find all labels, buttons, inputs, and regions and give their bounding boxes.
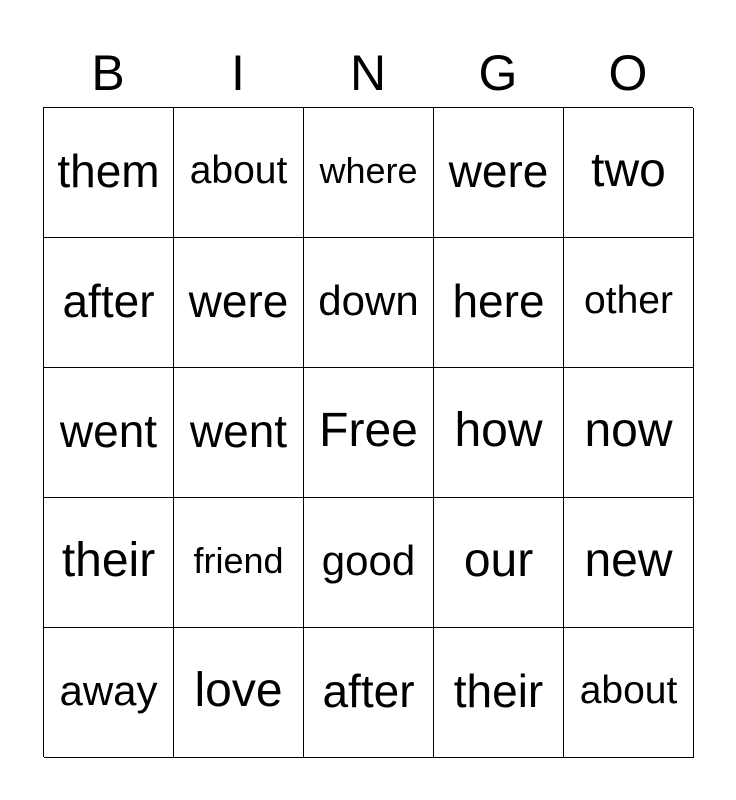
header-letter-b: B (91, 45, 125, 101)
header-letter-i: I (231, 45, 245, 101)
bingo-cell: now (564, 368, 694, 498)
bingo-cell: after (304, 628, 434, 758)
bingo-cell free-space: Free (304, 368, 434, 498)
bingo-cell: other (564, 238, 694, 368)
bingo-cell: love (174, 628, 304, 758)
bingo-cell: their (44, 498, 174, 628)
bingo-cell: down (304, 238, 434, 368)
bingo-cell: were (434, 108, 564, 238)
header-letter-n: N (349, 45, 387, 101)
bingo-cell: good (304, 498, 434, 628)
bingo-cell: their (434, 628, 564, 758)
bingo-cell: them (44, 108, 174, 238)
header-letter-g: G (478, 45, 518, 101)
bingo-cell: away (44, 628, 174, 758)
bingo-cell: went (174, 368, 304, 498)
bingo-header (43, 42, 693, 104)
bingo-grid (43, 107, 693, 757)
bingo-cell: went (44, 368, 174, 498)
bingo-cell: were (174, 238, 304, 368)
bingo-cell: new (564, 498, 694, 628)
bingo-cell: here (434, 238, 564, 368)
bingo-cell: our (434, 498, 564, 628)
bingo-cell: where (304, 108, 434, 238)
bingo-cell: about (564, 628, 694, 758)
bingo-cell: friend (174, 498, 304, 628)
bingo-cell: after (44, 238, 174, 368)
bingo-cell: how (434, 368, 564, 498)
bingo-cell: two (564, 108, 694, 238)
header-letter-o: O (608, 45, 648, 101)
bingo-cell: about (174, 108, 304, 238)
